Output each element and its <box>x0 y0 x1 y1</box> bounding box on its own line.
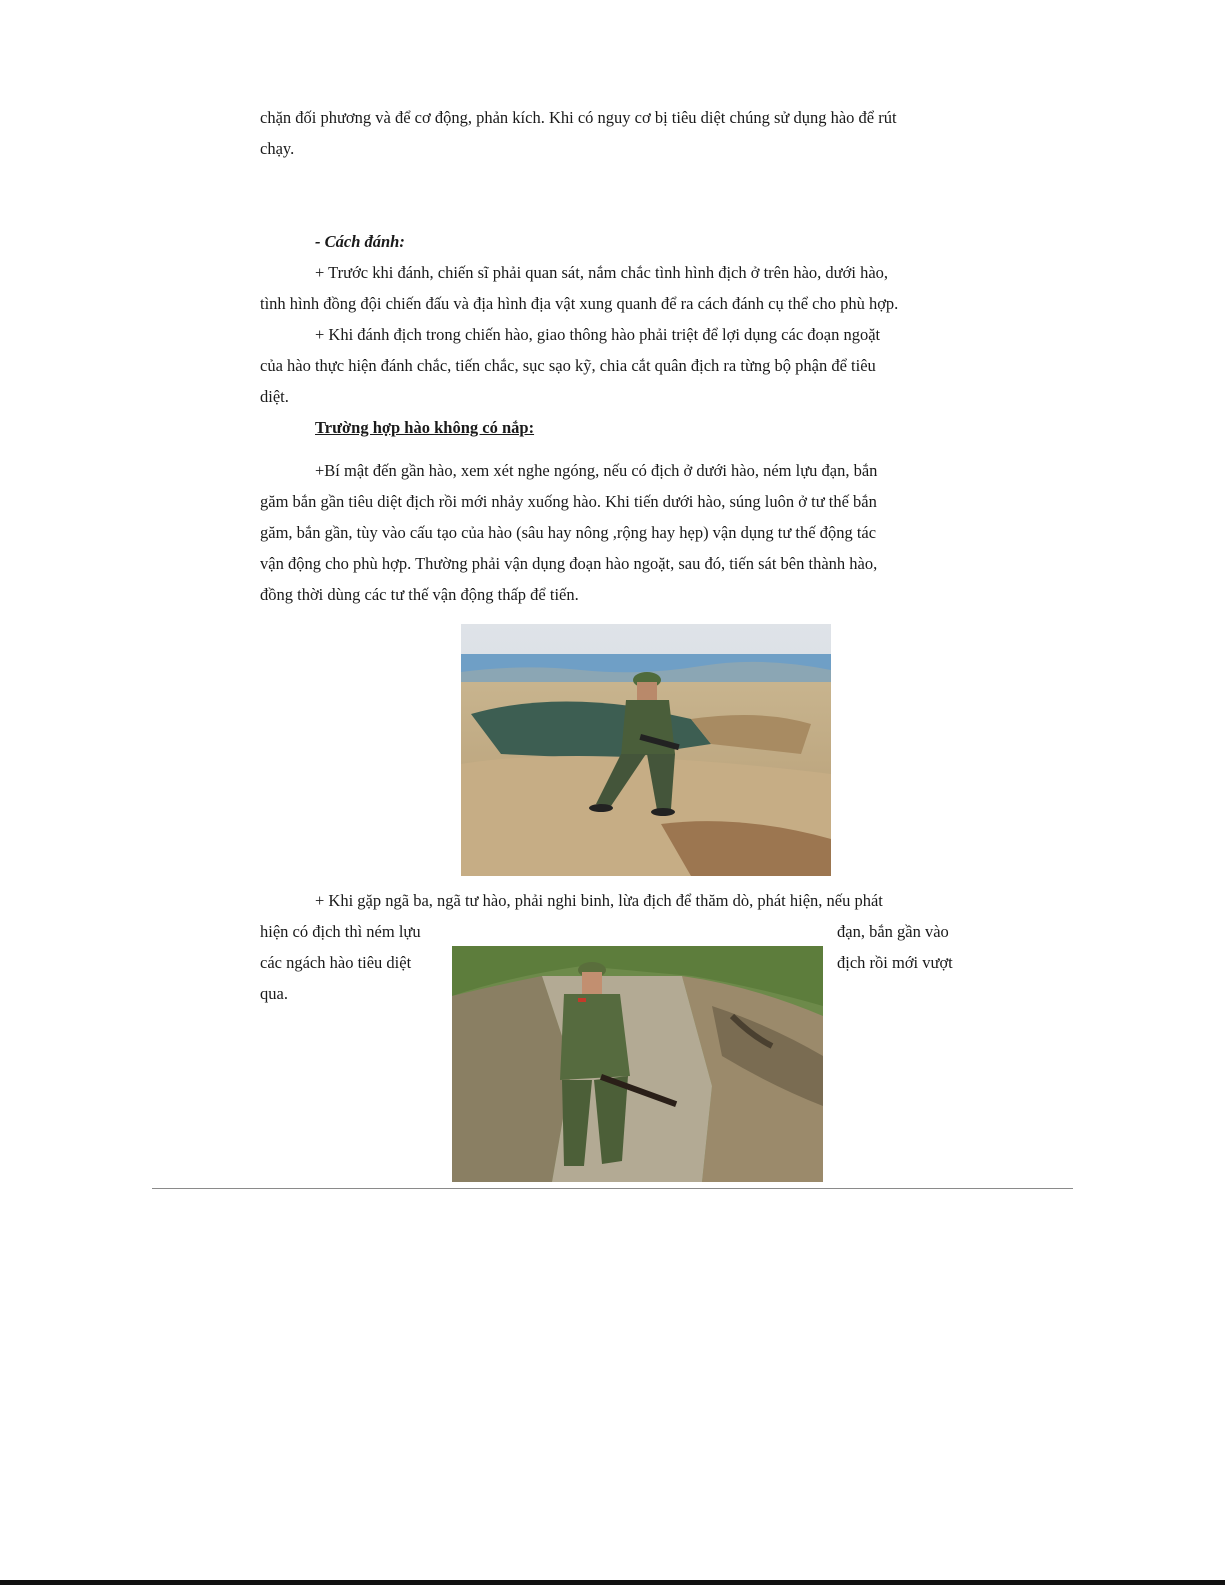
soldier-field-photo <box>461 624 831 876</box>
paragraph-line: đạn, bắn gần vào <box>837 922 949 941</box>
paragraph-line: tình hình đồng đội chiến đấu và địa hình địa vật xung quanh để ra cách đánh cụ thể cho phù hợp. <box>260 294 899 313</box>
bottom-edge <box>0 1580 1225 1585</box>
paragraph-line: qua. <box>260 984 288 1003</box>
paragraph-line: chặn đối phương và để cơ động, phản kích. Khi có nguy cơ bị tiêu diệt chúng sử dụng hào để rút <box>260 108 897 127</box>
paragraph-line: địch rồi mới vượt <box>837 953 953 972</box>
paragraph-line: găm, bắn gần, tùy vào cấu tạo của hào (sâu hay nông ,rộng hay hẹp) vận dụng tư thế động tác <box>260 523 877 542</box>
paragraph-line: + Khi gặp ngã ba, ngã tư hào, phải nghi binh, lừa địch để thăm dò, phát hiện, nếu phát <box>315 891 883 910</box>
paragraph-line: + Khi đánh địch trong chiến hào, giao thông hào phải triệt để lợi dụng các đoạn ngoặt <box>315 325 881 344</box>
paragraph-line: vận động cho phù hợp. Thường phải vận dụng đoạn hào ngoặt, sau đó, tiến sát bên thành hào, <box>260 554 878 573</box>
paragraph-line: các ngách hào tiêu diệt <box>260 953 412 972</box>
paragraph-line: +Bí mật đến gần hào, xem xét nghe ngóng, nếu có địch ở dưới hào, ném lựu đạn, bắn <box>315 461 878 480</box>
paragraph-line: găm bắn gần tiêu diệt địch rồi mới nhảy xuống hào. Khi tiến dưới hào, súng luôn ở tư thế bắn <box>260 492 877 511</box>
paragraph-line: chạy. <box>260 139 295 158</box>
paragraph-line: của hào thực hiện đánh chắc, tiến chắc, sục sạo kỹ, chia cắt quân địch ra từng bộ phận để tiêu <box>260 356 876 375</box>
section-heading: - Cách đánh: <box>315 232 405 251</box>
paragraph-line: diệt. <box>260 387 289 406</box>
page-divider <box>152 1188 1073 1189</box>
subheading: Trường hợp hào không có nắp: <box>315 418 535 437</box>
paragraph-line: đồng thời dùng các tư thế vận động thấp để tiến. <box>260 585 579 604</box>
paragraph-line: + Trước khi đánh, chiến sĩ phải quan sát, nắm chắc tình hình địch ở trên hào, dưới hào, <box>315 263 889 282</box>
paragraph-line: hiện có địch thì ném lựu <box>260 922 421 941</box>
soldier-trench-photo <box>452 946 823 1182</box>
